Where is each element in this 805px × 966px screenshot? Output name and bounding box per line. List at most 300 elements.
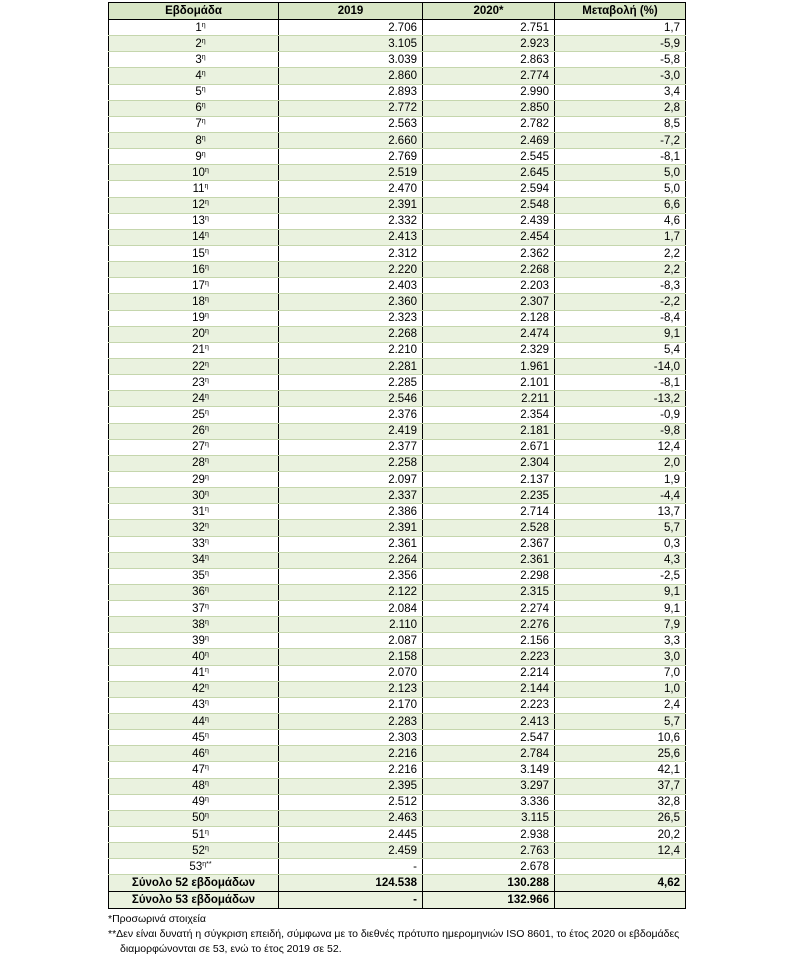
table-row: [109, 697, 686, 713]
change-pct: -2,2: [555, 294, 686, 310]
table-row: [109, 197, 686, 213]
table-row: [109, 471, 686, 487]
week-ordinal-suffix: η: [204, 554, 209, 562]
week-number: 27: [192, 441, 205, 454]
week-number: 39: [192, 634, 205, 647]
change-pct: 9,1: [555, 584, 686, 600]
week-ordinal-suffix: η: [204, 344, 209, 352]
week-number: 36: [192, 586, 205, 599]
week-cell: [109, 149, 279, 165]
change-pct: 1,7: [555, 229, 686, 245]
week-ordinal-suffix: η: [204, 231, 209, 239]
week-ordinal-suffix: η: [201, 21, 206, 29]
week-number: 24: [192, 392, 205, 405]
value-2019: 2.285: [279, 375, 423, 391]
table-row: [109, 762, 686, 778]
value-2019: 2.860: [279, 68, 423, 84]
value-2019: 2.216: [279, 746, 423, 762]
value-2019: 2.391: [279, 520, 423, 536]
value-2020: 2.923: [423, 36, 555, 52]
week-number: 10: [192, 166, 205, 179]
total-change: 4,62: [555, 875, 686, 892]
week-ordinal-suffix: η: [204, 457, 209, 465]
week-cell: [109, 68, 279, 84]
week-number: 35: [192, 570, 205, 583]
change-pct: 1,9: [555, 471, 686, 487]
total-2020: 132.966: [423, 892, 555, 909]
week-ordinal-suffix: η: [204, 166, 209, 174]
value-2019: 2.216: [279, 762, 423, 778]
week-ordinal-suffix: η: [204, 215, 209, 223]
value-2019: 2.769: [279, 149, 423, 165]
week-number: 28: [192, 457, 205, 470]
week-ordinal-suffix: η: [204, 731, 209, 739]
footnotes: [108, 912, 798, 957]
week-cell: [109, 278, 279, 294]
table-row: [109, 455, 686, 471]
value-2020: 2.276: [423, 617, 555, 633]
total-row-52: [109, 875, 686, 892]
change-pct: 8,5: [555, 116, 686, 132]
week-number: 19: [192, 312, 205, 325]
value-2019: 2.110: [279, 617, 423, 633]
value-2019: 2.706: [279, 20, 423, 36]
week-ordinal-suffix: η: [204, 521, 209, 529]
table-row: [109, 423, 686, 439]
change-pct: 26,5: [555, 810, 686, 826]
table-row: [109, 778, 686, 794]
week-number: 8: [195, 134, 202, 147]
change-pct: -14,0: [555, 358, 686, 374]
change-pct: 12,4: [555, 439, 686, 455]
table-row: [109, 229, 686, 245]
change-pct: 2,8: [555, 100, 686, 116]
week-cell: [109, 827, 279, 843]
change-pct: -3,0: [555, 68, 686, 84]
table-row: [109, 617, 686, 633]
week-ordinal-suffix: η: [201, 118, 206, 126]
week-ordinal-suffix: η: [204, 199, 209, 207]
week-cell: [109, 100, 279, 116]
value-2020: 2.469: [423, 132, 555, 148]
week-cell: [109, 342, 279, 358]
footnote-iso-line1: **Δεν είναι δυνατή η σύγκριση επειδή, σύμφωνα με το διεθνές πρότυπο ημερομηνιών ISO 8601, το έτος 2020 οι εβδομάδες: [108, 928, 680, 940]
value-2019: 2.772: [279, 100, 423, 116]
value-2019: 2.332: [279, 213, 423, 229]
week-ordinal-suffix: η: [204, 570, 209, 578]
table-row: [109, 149, 686, 165]
change-pct: 5,0: [555, 181, 686, 197]
value-2020: 2.304: [423, 455, 555, 471]
week-cell: [109, 810, 279, 826]
value-2020: 2.274: [423, 601, 555, 617]
value-2020: 2.990: [423, 84, 555, 100]
week-cell: [109, 471, 279, 487]
week-ordinal-suffix: η: [204, 667, 209, 675]
table-row: [109, 407, 686, 423]
week-number: 12: [192, 199, 205, 212]
week-number: 34: [192, 554, 205, 567]
table-row: [109, 794, 686, 810]
value-2020: 2.354: [423, 407, 555, 423]
change-pct: -5,9: [555, 36, 686, 52]
value-2020: 3.149: [423, 762, 555, 778]
value-2020: 3.336: [423, 794, 555, 810]
week-ordinal-suffix: η: [204, 764, 209, 772]
value-2020: 2.211: [423, 391, 555, 407]
change-pct: -8,3: [555, 278, 686, 294]
table-row: [109, 36, 686, 52]
change-pct: 32,8: [555, 794, 686, 810]
table-row: [109, 665, 686, 681]
value-2020: 2.235: [423, 488, 555, 504]
week-ordinal-suffix: η: [204, 747, 209, 755]
week-ordinal-suffix: η: [204, 538, 209, 546]
value-2019: 2.419: [279, 423, 423, 439]
week-cell: [109, 584, 279, 600]
week-ordinal-suffix: η: [204, 699, 209, 707]
week-cell: [109, 794, 279, 810]
value-2019: 2.258: [279, 455, 423, 471]
week-cell: [109, 197, 279, 213]
value-2019: 2.463: [279, 810, 423, 826]
week-ordinal-suffix: η: [204, 683, 209, 691]
value-2019: 2.356: [279, 568, 423, 584]
week-cell: [109, 423, 279, 439]
week-number: 46: [192, 747, 205, 760]
change-pct: 3,3: [555, 633, 686, 649]
table-row: [109, 100, 686, 116]
change-pct: 20,2: [555, 827, 686, 843]
value-2020: 2.298: [423, 568, 555, 584]
table-row: [109, 132, 686, 148]
table-row: [109, 342, 686, 358]
value-2020: 2.774: [423, 68, 555, 84]
value-2020: 3.297: [423, 778, 555, 794]
value-2019: 2.312: [279, 245, 423, 261]
week-ordinal-suffix: η: [204, 441, 209, 449]
week-number: 37: [192, 602, 205, 615]
week-cell: [109, 326, 279, 342]
change-pct: -4,4: [555, 488, 686, 504]
table-row: [109, 375, 686, 391]
week-cell: [109, 778, 279, 794]
change-pct: -0,9: [555, 407, 686, 423]
week-cell: [109, 439, 279, 455]
change-pct: -2,5: [555, 568, 686, 584]
week-cell: [109, 245, 279, 261]
week-cell: [109, 697, 279, 713]
value-2019: 2.360: [279, 294, 423, 310]
week-ordinal-suffix: η: [204, 651, 209, 659]
header-2019: 2019: [279, 3, 423, 20]
week-number: 18: [192, 295, 205, 308]
week-ordinal-suffix: η: [204, 489, 209, 497]
change-pct: [555, 859, 686, 875]
week-number: 25: [192, 408, 205, 421]
week-number: 3: [195, 53, 202, 66]
table-row: [109, 488, 686, 504]
value-2020: 2.329: [423, 342, 555, 358]
value-2019: 2.377: [279, 439, 423, 455]
table-row: [109, 165, 686, 181]
value-2019: 2.084: [279, 601, 423, 617]
value-2019: 2.445: [279, 827, 423, 843]
week-ordinal-suffix: η: [204, 812, 209, 820]
week-number: 13: [192, 215, 205, 228]
week-cell: [109, 455, 279, 471]
value-2020: 3.115: [423, 810, 555, 826]
week-ordinal-suffix: η: [201, 150, 206, 158]
week-ordinal-suffix: η: [204, 392, 209, 400]
week-cell: [109, 633, 279, 649]
value-2020: 2.474: [423, 326, 555, 342]
value-2020: 2.547: [423, 730, 555, 746]
value-2019: 2.220: [279, 262, 423, 278]
week-ordinal-suffix: η: [204, 618, 209, 626]
week-ordinal-suffix: η: [201, 86, 206, 94]
value-2019: 2.264: [279, 552, 423, 568]
change-pct: 2,4: [555, 697, 686, 713]
change-pct: -8,1: [555, 149, 686, 165]
week-cell: [109, 617, 279, 633]
table-row: [109, 520, 686, 536]
week-number: 52: [192, 844, 205, 857]
week-ordinal-suffix: η: [204, 279, 209, 287]
weekly-deaths-table: [108, 2, 686, 909]
value-2020: 2.128: [423, 310, 555, 326]
value-2019: 2.268: [279, 326, 423, 342]
change-pct: 9,1: [555, 601, 686, 617]
week-ordinal-suffix: η: [204, 473, 209, 481]
value-2020: 2.362: [423, 245, 555, 261]
value-2020: 2.413: [423, 714, 555, 730]
change-pct: 37,7: [555, 778, 686, 794]
total-label: Σύνολο 52 εβδομάδων: [109, 875, 279, 892]
week-cell: [109, 229, 279, 245]
value-2019: 2.413: [279, 229, 423, 245]
value-2019: 2.546: [279, 391, 423, 407]
value-2019: 2.323: [279, 310, 423, 326]
value-2020: 2.714: [423, 504, 555, 520]
change-pct: 12,4: [555, 843, 686, 859]
value-2020: 2.214: [423, 665, 555, 681]
change-pct: -8,4: [555, 310, 686, 326]
table-row: [109, 859, 686, 875]
value-2020: 2.528: [423, 520, 555, 536]
week-number: 45: [192, 731, 205, 744]
week-cell: [109, 746, 279, 762]
table-row: [109, 601, 686, 617]
table-row: [109, 439, 686, 455]
table-row: [109, 714, 686, 730]
value-2019: 3.105: [279, 36, 423, 52]
value-2020: 2.782: [423, 116, 555, 132]
change-pct: 5,7: [555, 714, 686, 730]
value-2020: 2.156: [423, 633, 555, 649]
week-number: 43: [192, 699, 205, 712]
table-row: [109, 681, 686, 697]
week-cell: [109, 52, 279, 68]
value-2019: 2.158: [279, 649, 423, 665]
week-ordinal-suffix: η: [204, 263, 209, 271]
value-2019: 2.087: [279, 633, 423, 649]
week-ordinal-suffix: η: [204, 505, 209, 513]
week-ordinal-suffix: η: [204, 780, 209, 788]
week-number: 17: [192, 279, 205, 292]
week-number: 41: [192, 667, 205, 680]
value-2020: 1.961: [423, 358, 555, 374]
value-2019: 2.403: [279, 278, 423, 294]
change-pct: 3,4: [555, 84, 686, 100]
week-number: 44: [192, 715, 205, 728]
week-number: 11: [192, 182, 205, 195]
week-number: 50: [192, 812, 205, 825]
week-number: 38: [192, 618, 205, 631]
week-number: 42: [192, 683, 205, 696]
change-pct: 42,1: [555, 762, 686, 778]
value-2019: 2.281: [279, 358, 423, 374]
value-2019: 2.283: [279, 714, 423, 730]
value-2020: 2.548: [423, 197, 555, 213]
change-pct: -7,2: [555, 132, 686, 148]
week-number: 29: [192, 473, 205, 486]
change-pct: 6,6: [555, 197, 686, 213]
change-pct: 13,7: [555, 504, 686, 520]
table-row: [109, 116, 686, 132]
week-cell: [109, 681, 279, 697]
value-2020: 2.751: [423, 20, 555, 36]
week-cell: [109, 536, 279, 552]
value-2020: 2.315: [423, 584, 555, 600]
week-number: 9: [195, 150, 202, 163]
week-number: 40: [192, 651, 205, 664]
change-pct: 5,7: [555, 520, 686, 536]
week-cell: [109, 36, 279, 52]
footnote-iso-line2: διαμορφώνονται σε 53, ενώ το έτος 2019 σε 52.: [120, 943, 342, 955]
value-2020: 2.367: [423, 536, 555, 552]
change-pct: -9,8: [555, 423, 686, 439]
value-2020: 2.645: [423, 165, 555, 181]
value-2019: 2.459: [279, 843, 423, 859]
value-2020: 2.850: [423, 100, 555, 116]
value-2019: 2.303: [279, 730, 423, 746]
table-row: [109, 278, 686, 294]
week-cell: [109, 504, 279, 520]
week-ordinal-suffix: η: [204, 328, 209, 336]
week-ordinal-suffix: η: [204, 295, 209, 303]
week-cell: [109, 859, 279, 875]
value-2020: 2.144: [423, 681, 555, 697]
value-2020: 2.763: [423, 843, 555, 859]
change-pct: 3,0: [555, 649, 686, 665]
value-2019: -: [279, 859, 423, 875]
value-2020: 2.203: [423, 278, 555, 294]
week-number: 7: [195, 118, 202, 131]
table-row: [109, 181, 686, 197]
table-row: [109, 552, 686, 568]
week-cell: [109, 20, 279, 36]
table-row: [109, 213, 686, 229]
week-number: 2: [195, 37, 202, 50]
value-2019: 2.395: [279, 778, 423, 794]
total-2019: 124.538: [279, 875, 423, 892]
value-2019: 2.337: [279, 488, 423, 504]
table-row: [109, 84, 686, 100]
week-cell: [109, 552, 279, 568]
change-pct: 2,2: [555, 262, 686, 278]
week-number: 51: [192, 828, 205, 841]
table-row: [109, 310, 686, 326]
value-2019: 2.097: [279, 471, 423, 487]
week-ordinal-suffix: η: [201, 53, 206, 61]
week-number: 23: [192, 376, 205, 389]
week-ordinal-suffix: η: [204, 182, 209, 190]
change-pct: 5,4: [555, 342, 686, 358]
week-cell: [109, 407, 279, 423]
change-pct: 1,0: [555, 681, 686, 697]
value-2019: 3.039: [279, 52, 423, 68]
week-number: 32: [192, 521, 205, 534]
change-pct: -5,8: [555, 52, 686, 68]
table-row: [109, 326, 686, 342]
week-number: 1: [195, 21, 202, 34]
week-number: 20: [192, 328, 205, 341]
change-pct: 10,6: [555, 730, 686, 746]
value-2020: 2.938: [423, 827, 555, 843]
value-2020: 2.671: [423, 439, 555, 455]
value-2020: 2.223: [423, 697, 555, 713]
change-pct: 4,3: [555, 552, 686, 568]
week-number: 30: [192, 489, 205, 502]
week-number: 26: [192, 425, 205, 438]
value-2019: 2.123: [279, 681, 423, 697]
change-pct: 2,0: [555, 455, 686, 471]
week-number: 49: [192, 796, 205, 809]
week-number: 53: [189, 860, 203, 873]
week-cell: [109, 116, 279, 132]
value-2020: 2.181: [423, 423, 555, 439]
footnote-provisional: *Προσωρινά στοιχεία: [108, 913, 206, 925]
week-cell: [109, 714, 279, 730]
week-cell: [109, 843, 279, 859]
value-2020: 2.678: [423, 859, 555, 875]
week-cell: [109, 665, 279, 681]
week-ordinal-suffix: η: [204, 715, 209, 723]
week-number: 21: [192, 344, 205, 357]
change-pct: 4,6: [555, 213, 686, 229]
week-cell: [109, 181, 279, 197]
table-row: [109, 827, 686, 843]
week-cell: [109, 165, 279, 181]
week-ordinal-suffix: η**: [202, 860, 212, 868]
table-row: [109, 504, 686, 520]
week-number: 22: [192, 360, 205, 373]
week-ordinal-suffix: η: [201, 102, 206, 110]
table-row: [109, 262, 686, 278]
value-2019: 2.660: [279, 132, 423, 148]
week-ordinal-suffix: η: [204, 360, 209, 368]
table-row: [109, 568, 686, 584]
change-pct: 25,6: [555, 746, 686, 762]
value-2020: 2.439: [423, 213, 555, 229]
table-row: [109, 52, 686, 68]
change-pct: 7,9: [555, 617, 686, 633]
value-2020: 2.784: [423, 746, 555, 762]
value-2020: 2.268: [423, 262, 555, 278]
week-number: 4: [195, 69, 202, 82]
week-number: 48: [192, 780, 205, 793]
